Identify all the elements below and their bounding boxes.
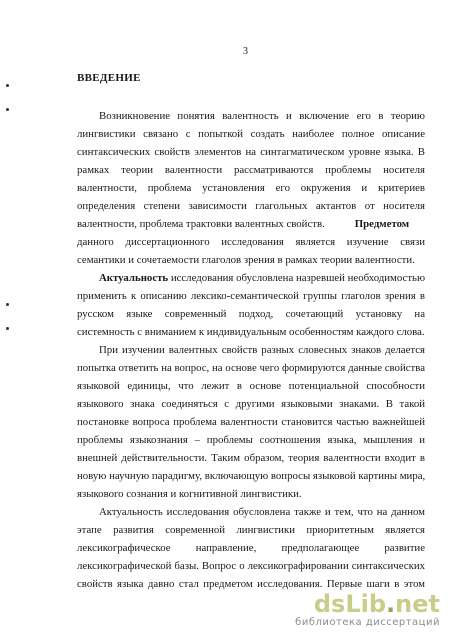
text-line: валентности, проблема установления его окружения и критериев — [77, 182, 425, 194]
text-line: языковой единицы, что лежит в основе потенциальной способности — [77, 380, 425, 392]
text-line: новую научную парадигму, включающую вопросы языковой картины мира, — [77, 470, 425, 482]
text-fragment: исследования обусловлена назревшей необходимостью — [168, 272, 425, 284]
watermark-caption: библиотека диссертаций — [295, 617, 440, 628]
watermark-logo: dsLib.net — [313, 590, 440, 618]
text-line: языкового знака соединяться с другими языковыми знаками. В такой — [77, 398, 425, 410]
margin-dot — [6, 84, 9, 87]
text-line: лингвистики связано с попыткой создать наиболее полное описание — [77, 128, 425, 140]
text-line: системность с вниманием к индивидуальным особенностям каждого слова. — [77, 326, 425, 338]
margin-dot — [6, 108, 9, 111]
text-line: Актуальность исследования обусловлена также и тем, что на данном — [99, 506, 425, 518]
text-line: применить к описанию лексико-семантической группы глаголов зрения в — [77, 290, 425, 302]
text-line: рамках теории валентности рассматриваются проблемы носителя — [77, 164, 425, 176]
section-heading: ВВЕДЕНИЕ — [77, 72, 141, 84]
watermark — [295, 591, 440, 628]
text-line: языкового сознания и когнитивной лингвистики. — [77, 488, 302, 500]
text-line: определения степени зависимости глагольных актантов от носителя — [77, 200, 425, 212]
text-line: попытка ответить на вопрос, на основе чего формируются данные свойства — [77, 362, 425, 374]
bold-term: Актуальность — [99, 272, 169, 284]
text-line: свойств языка давно стал предметом исследования. Первые шаги в этом — [77, 578, 425, 590]
text-line: При изучении валентных свойств разных словесных знаков делается — [99, 344, 425, 356]
text-line: проблемы языкознания – проблемы соотношения языка, мышления и — [77, 434, 425, 446]
text-line: русском языке современный подход, сочетающий установку на — [77, 308, 425, 320]
text-line: постановке вопроса проблема валентности становится частью важнейшей — [77, 416, 425, 428]
margin-dot — [6, 303, 9, 306]
text-line — [99, 272, 425, 285]
bold-term: Предметом — [354, 218, 410, 230]
text-line: этапе развития современной лингвистики приоритетным является — [77, 524, 425, 536]
text-line: данного диссертационного исследования является изучение связи — [77, 236, 425, 248]
text-line: синтаксических свойств элементов на синтагматическом уровне языка. В — [77, 146, 425, 158]
text-line: семантики и сочетаемости глаголов зрения в рамках теории валентности. — [77, 254, 415, 266]
text-line: лексикографическое направление, предполагающее развитие — [77, 542, 425, 554]
text-line — [77, 218, 425, 231]
text-line: внешней действительности. Таким образом, теория валентности входит в — [77, 452, 425, 464]
text-fragment: валентности, проблема трактовки валентных свойств. — [77, 218, 325, 230]
text-line: Возникновение понятия валентность и включение его в теорию — [99, 110, 425, 122]
margin-dot — [6, 327, 9, 330]
page-number: 3 — [243, 46, 248, 57]
text-line: лексикографической базы. Вопрос о лексикографировании синтаксических — [77, 560, 425, 572]
